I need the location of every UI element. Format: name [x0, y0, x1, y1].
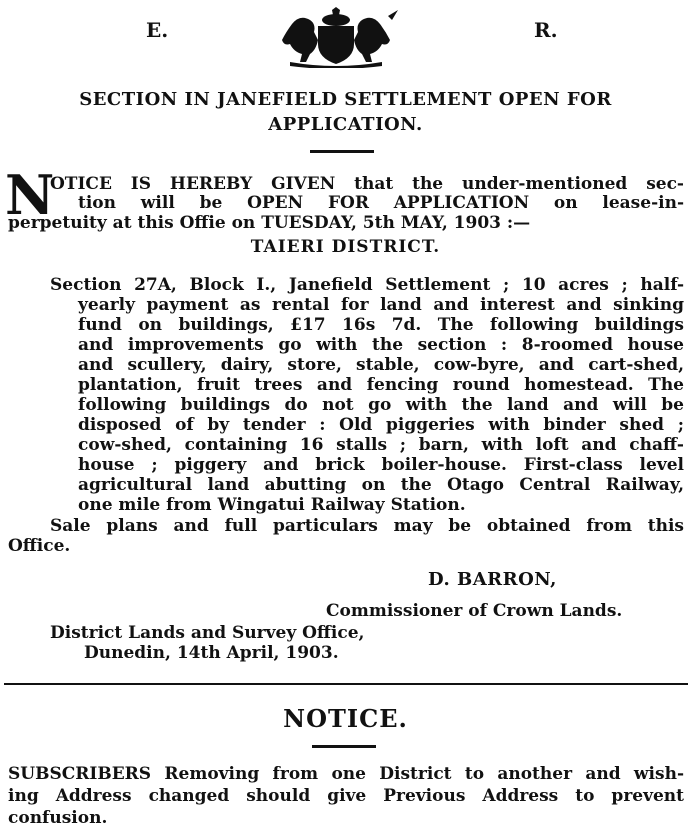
- crest-icon: [0, 6, 691, 68]
- right-royal-initial: R.: [534, 18, 558, 42]
- section-line: yearly payment as rental for land and interest and sinking: [78, 295, 684, 315]
- section-line: plantation, fruit trees and fencing round homestead. The: [78, 375, 684, 395]
- section-line: following buildings do not go with the land and will be: [78, 395, 684, 415]
- intro-line-1: OTICE IS HEREBY GIVEN that the under-mentioned sec-: [50, 174, 684, 194]
- drop-cap-letter: N: [5, 163, 55, 227]
- notice-title-line2: APPLICATION.: [268, 114, 423, 135]
- office-address: District Lands and Survey Office,: [50, 623, 365, 643]
- notice-line-1: SUBSCRIBERS Removing from one District to another and wish-: [8, 764, 684, 784]
- section-line: one mile from Wingatui Railway Station.: [78, 495, 466, 515]
- signatory-name: D. BARRON,: [428, 569, 557, 590]
- section-separator: [4, 683, 688, 685]
- notice-divider: [312, 745, 376, 748]
- section-line: Section 27A, Block I., Janefield Settlement ; 10 acres ; half-: [50, 275, 684, 295]
- notice-title-line1: SECTION IN JANEFIELD SETTLEMENT OPEN FOR: [79, 89, 612, 110]
- place-date: Dunedin, 14th April, 1903.: [84, 643, 339, 663]
- notice-heading: NOTICE.: [283, 704, 408, 733]
- section-line: disposed of by tender : Old piggeries with binder shed ;: [78, 415, 684, 435]
- section-line: house ; piggery and brick boiler-house. First-class level: [78, 455, 684, 475]
- sale-line-1: Sale plans and full particulars may be obtained from this: [50, 516, 684, 536]
- sale-line-2: Office.: [8, 536, 71, 556]
- left-royal-initial: E.: [146, 18, 169, 42]
- section-line: and improvements go with the section : 8-roomed house: [78, 335, 684, 355]
- section-line: and scullery, dairy, store, stable, cow-byre, and cart-shed,: [78, 355, 684, 375]
- district-heading: TAIERI DISTRICT.: [250, 237, 441, 257]
- royal-crest: [0, 6, 691, 68]
- section-line: cow-shed, containing 16 stalls ; barn, with loft and chaff-: [78, 435, 684, 455]
- intro-line-3: perpetuity at this Offie on TUESDAY, 5th MAY, 1903 :—: [8, 213, 531, 233]
- notice-line-3: confusion.: [8, 808, 108, 828]
- title-divider: [310, 150, 374, 153]
- section-line: fund on buildings, £17 16s 7d. The following buildings: [78, 315, 684, 335]
- section-line: agricultural land abutting on the Otago Central Railway,: [78, 475, 684, 495]
- intro-line-2: tion will be OPEN FOR APPLICATION on lease-in-: [78, 193, 684, 213]
- signatory-title: Commissioner of Crown Lands.: [326, 601, 623, 621]
- notice-line-2: ing Address changed should give Previous Address to prevent: [8, 786, 684, 806]
